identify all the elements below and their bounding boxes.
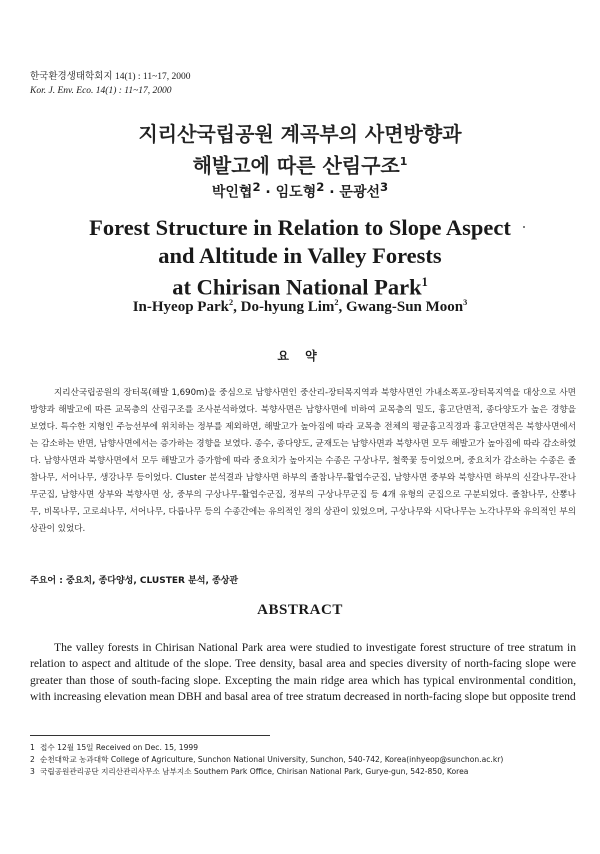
english-title	[0, 214, 600, 301]
keywords: 주요어 : 중요치, 종다양성, CLUSTER 분석, 종상관	[30, 576, 239, 586]
korean-authors	[0, 180, 600, 202]
english-author-separator: ,	[233, 299, 241, 315]
korean-title-line-1: 지리산국립공원 계곡부의 사면방향과	[138, 122, 462, 146]
korean-author-affiliation-mark: 2	[316, 180, 325, 194]
footnotes	[30, 742, 576, 777]
footnote-text: 국립공원관리공단 지리산관리사무소 남부지소 Southern Park Office, Chirisan National Park, Gurye-gun, 542-850, Korea	[40, 766, 469, 776]
print-speck	[523, 226, 525, 228]
english-title-line-2: and Altitude in Valley Forests	[158, 242, 442, 268]
korean-author-separator: ·	[324, 184, 340, 201]
footnote-item	[30, 754, 576, 766]
english-title-footnote-mark: 1	[421, 275, 428, 289]
english-author-affiliation-mark: 3	[463, 298, 468, 307]
english-title-line-3: at Chirisan National Park$^1$	[172, 274, 428, 300]
korean-author-name: 박인협	[211, 184, 253, 201]
english-author-name: Do-hyung Lim	[240, 299, 335, 315]
journal-citation	[30, 70, 190, 98]
journal-citation-en: Kor. J. Env. Eco. 14(1) : 11~17, 2000	[30, 86, 172, 96]
english-author-affiliation-mark: 2	[334, 298, 339, 307]
korean-author-separator: ·	[260, 184, 276, 201]
english-author-affiliation-mark: 2	[228, 298, 234, 307]
title-footnote-mark: 1	[399, 155, 408, 168]
english-title-line-1: Forest Structure in Relation to Slope Aspect	[89, 215, 511, 240]
english-authors	[0, 298, 600, 316]
korean-abstract-text: 지리산국립공원의 장터목(해발 1,690m)을 중심으로 남향사면인 중산리-장터목지역과 북향사면인 가내소폭포-장터목지역을 대상으로 사면방향과 해발고에 따른 교목층의 산림구조를 조사분석하였다. 북향사면은 남향사면에 비하여 교목층의 밀도, 흉고단면적, 종다양도가 높은 경향을 보였다. 특수한 지형인 주능선부에 위치하는 정부를 제외하면, 해발고가 높아짐에 따라 교목층 전체의 평균흉고직경과 흉고단면적은 북향사면에서는 감소하는 반면, 남향사면에서는 증가하는 경향을 보였다. 종수, 종다양도, 균재도는 남향사면과 북향사면 모두 해발고가 높아짐에 따라 감소하였다. 남향사면과 북향사면에서 모두 해발고가 증가함에 따라 중요치가 높아지는 수종은 구상나무, 철쭉꽃 등이었으며, 중요치가 감소하는 수종은 졸참나무, 서어나무, 생강나무 등이었다. Cluster 분석결과 남향사면 하부의 졸참나무-활엽수군집, 남향사면 중부와 북향사면 하부의 신갈나무-잔나무군집, 남향사면 상부와 북향사면 상, 중부의 구상나무-활엽수군집, 정부의 구상나무군집 등 4개 유형의 군집으로 구분되었다. 졸참나무, 산뽕나무, 비목나무, 고로쇠나무, 서어나무, 다릅나무 등의 수종간에는 유의적인 정의 상관이 있었으며, 구상나무와 시닥나무는 노각나무와 유의적인 부의 상관이 있었다.	[30, 388, 576, 534]
korean-author-affiliation-mark: 3	[380, 180, 389, 194]
korean-author-name: 임도형	[275, 184, 317, 201]
footnote-text: 접수 12월 15일 Received on Dec. 15, 1999	[40, 743, 199, 752]
footnote-item	[30, 742, 576, 754]
korean-title-line-2: 해발고에 따른 산림구조$^1$	[192, 153, 408, 178]
footnote-number: 1	[30, 743, 35, 752]
footnote-text: 순천대학교 농과대학 College of Agriculture, Sunchon National University, Sunchon, 540-742, Korea(inhyeop@sunchon.ac.kr)	[40, 754, 504, 764]
korean-author-affiliation-mark: 2	[252, 180, 261, 194]
english-abstract-text: The valley forests in Chirisan National Park area were studied to investigate forest structure of tree stratum in relation to aspect and altitude of the slope. Tree density, basal area and species diversity of north-facing slope were greater than those of south-facing slope. Excepting the main ridge area which has typical environmental condition, with increasing elevation mean DBH and basal area of tree stratum decreased in north-facing slope but opposite trend	[30, 641, 576, 704]
english-abstract-heading: ABSTRACT	[257, 602, 343, 618]
footnote-number: 3	[30, 766, 35, 776]
english-author-name: In-Hyeop Park	[132, 299, 229, 315]
footnote-number: 2	[30, 754, 35, 764]
footnote-rule	[30, 735, 270, 736]
footnote-item	[30, 766, 576, 778]
korean-title	[0, 120, 600, 180]
journal-citation-kr: 한국환경생태학회지 14(1) : 11~17, 2000	[30, 72, 191, 82]
english-author-separator: ,	[338, 299, 347, 315]
korean-author-name: 문광선	[339, 184, 380, 201]
korean-abstract-heading: 요 약	[277, 349, 323, 363]
english-author-name: Gwang-Sun Moon	[346, 299, 464, 315]
